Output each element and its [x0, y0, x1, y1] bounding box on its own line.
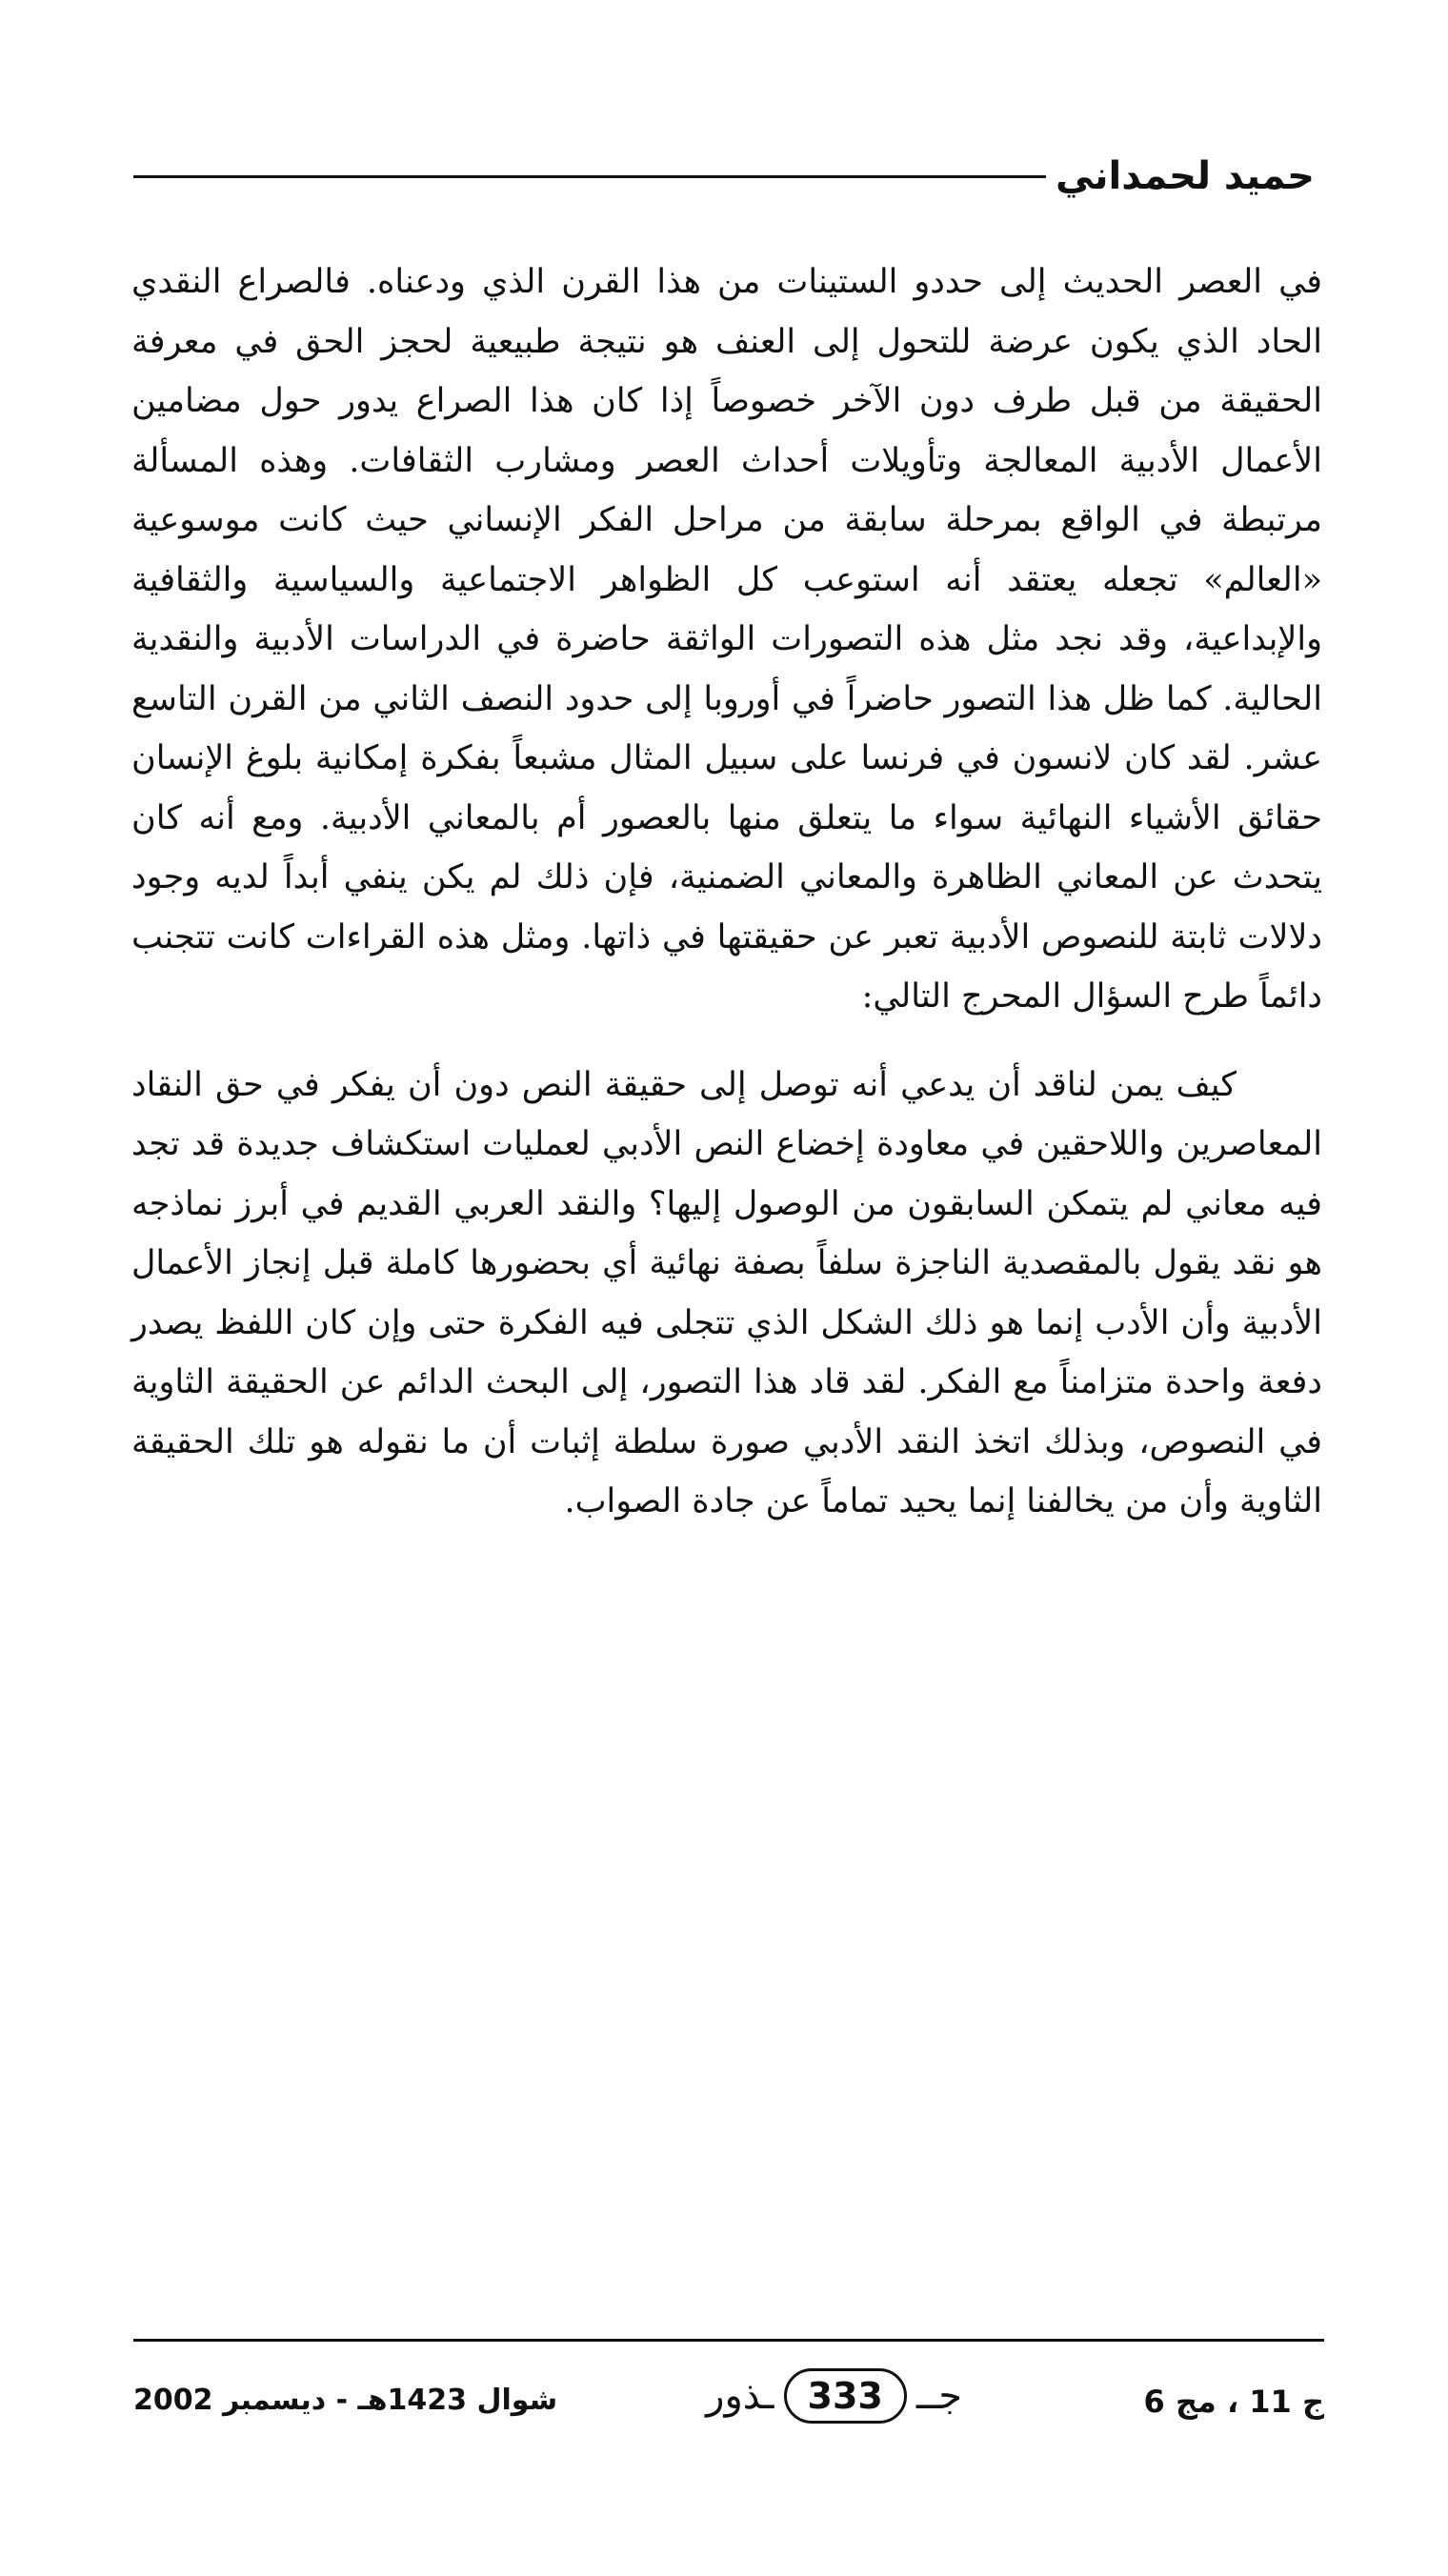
header-rule: [133, 175, 1046, 178]
paragraph-1: في العصر الحديث إلى حددو الستينات من هذا القرن الذي ودعناه. فالصراع النقدي الحاد الذي يكون عرضة للتحول إلى العنف هو نتيجة طبيعية لحجز الحق في معرفة الحقيقة من قبل طرف دون الآخر خصوصاً إذا كان هذا الصراع يدور حول مضامين الأعمال الأدبية المعالجة وتأويلات أحداث العصر ومشارب الثقافات. وهذه المسألة مرتبطة في الواقع بمرحلة سابقة من مراحل الفكر الإنساني حيث كانت موسوعية «العالم» تجعله يعتقد أنه استوعب كل الظواهر الاجتماعية والسياسية والثقافية والإبداعية، وقد نجد مثل هذه التصورات الواثقة حاضرة في الدراسات الأدبية والنقدية الحالية. كما ظل هذا التصور حاضراً في أوروبا إلى حدود النصف الثاني من القرن التاسع عشر. لقد كان لانسون في فرنسا على سبيل المثال مشبعاً بفكرة إمكانية بلوغ الإنسان حقائق الأشياء النهائية سواء ما يتعلق منها بالعصور أم بالمعاني الأدبية. ومع أنه كان يتحدث عن المعاني الظاهرة والمعاني الضمنية، فإن ذلك لم يكن ينفي أبداً لديه وجود دلالات ثابتة للنصوص الأدبية تعبر عن حقيقتها في ذاتها. ومثل هذه القراءات كانت تتجنب دائماً طرح السؤال المحرج التالي:: [131, 263, 1322, 1016]
footer-date: شوال 1423هـ - ديسمبر 2002: [133, 2384, 558, 2417]
page-number: 333: [784, 2368, 907, 2424]
paragraph-2: كيف يمن لناقد أن يدعي أنه توصل إلى حقيقة النص دون أن يفكر في حق النقاد المعاصرين واللاحقين في معاودة إخضاع النص الأدبي لعمليات استكشاف جديدة قد تجد فيه معاني لم يتمكن السابقون من الوصول إليها؟ والنقد العربي القديم في أبرز نماذجه هو نقد يقول بالمقصدية الناجزة سلفاً بصفة نهائية أي بحضورها كاملة قبل إنجاز الأعمال الأدبية وأن الأدب إنما هو ذلك الشكل الذي تتجلى فيه الفكرة حتى وإن كان اللفظ يصدر دفعة واحدة متزامناً مع الفكر. لقد قاد هذا التصور، إلى البحث الدائم عن الحقيقة الثاوية في النصوص، وبذلك اتخذ النقد الأدبي صورة سلطة إثبات أن ما نقوله هو تلك الحقيقة الثاوية وأن من يخالفنا إنما يحيد تماماً عن جادة الصواب.: [131, 1065, 1322, 1520]
article-body: [131, 252, 1322, 1532]
footer-journal-title: [706, 2368, 962, 2424]
footer-issue: ج 11 ، مج 6: [1143, 2384, 1324, 2420]
journal-name-end: ـذور: [706, 2374, 774, 2418]
journal-name-start: جــ: [915, 2374, 962, 2418]
footer-rule: [133, 2339, 1324, 2342]
running-header: [133, 143, 1315, 210]
page-footer: [133, 2363, 1324, 2448]
header-author: حميد لحمداني: [1056, 154, 1315, 198]
